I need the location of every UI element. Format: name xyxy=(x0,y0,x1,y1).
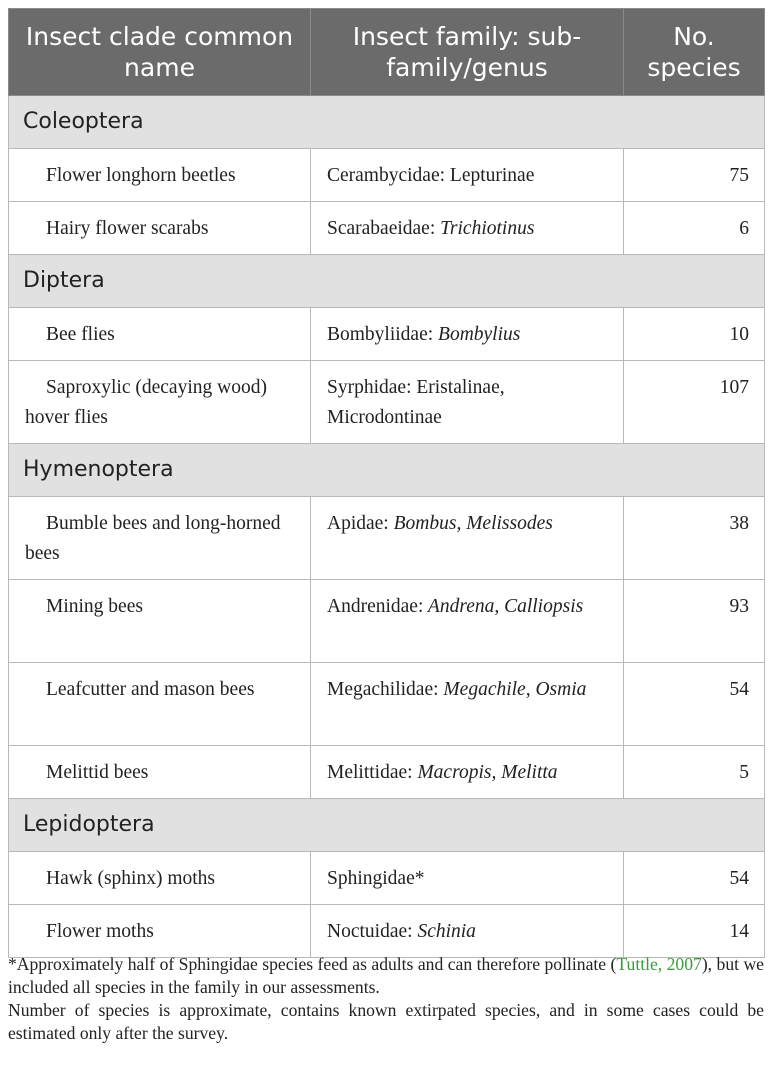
group-label: Coleoptera xyxy=(9,96,765,149)
common-name-cell: Flower moths xyxy=(9,905,311,958)
citation-link[interactable]: Tuttle, 2007 xyxy=(616,954,702,974)
group-label: Hymenoptera xyxy=(9,444,765,497)
table-row xyxy=(9,663,765,746)
group-row-coleoptera xyxy=(9,96,765,149)
table-footnotes xyxy=(8,953,764,1045)
table-row xyxy=(9,852,765,905)
common-name-cell: Hairy flower scarabs xyxy=(9,202,311,255)
common-name-cell: Bee flies xyxy=(9,308,311,361)
count-cell: 6 xyxy=(624,202,765,255)
species-table-container xyxy=(8,8,764,958)
group-row-diptera xyxy=(9,255,765,308)
family-cell: Scarabaeidae: Trichiotinus xyxy=(311,202,624,255)
family-cell: Noctuidae: Schinia xyxy=(311,905,624,958)
table-row xyxy=(9,202,765,255)
group-row-hymenoptera xyxy=(9,444,765,497)
family-cell: Syrphidae: Eristalinae, Microdontinae xyxy=(311,361,624,444)
count-cell: 38 xyxy=(624,497,765,580)
table-header-row xyxy=(9,9,765,96)
family-cell: Cerambycidae: Lepturinae xyxy=(311,149,624,202)
group-label: Diptera xyxy=(9,255,765,308)
header-species-count: No. species xyxy=(624,9,765,96)
count-cell: 14 xyxy=(624,905,765,958)
common-name-cell: Hawk (sphinx) moths xyxy=(9,852,311,905)
table-row xyxy=(9,497,765,580)
common-name-cell: Leafcutter and mason bees xyxy=(9,663,311,746)
header-clade: Insect clade common name xyxy=(9,9,311,96)
count-cell: 75 xyxy=(624,149,765,202)
common-name-cell: Melittid bees xyxy=(9,746,311,799)
table-row xyxy=(9,580,765,663)
family-cell: Andrenidae: Andrena, Calliopsis xyxy=(311,580,624,663)
family-cell: Bombyliidae: Bombylius xyxy=(311,308,624,361)
species-table xyxy=(8,8,765,958)
group-row-lepidoptera xyxy=(9,799,765,852)
family-cell: Apidae: Bombus, Melissodes xyxy=(311,497,624,580)
table-row xyxy=(9,905,765,958)
count-cell: 107 xyxy=(624,361,765,444)
table-row xyxy=(9,746,765,799)
common-name-cell: Bumble bees and long-horned bees xyxy=(9,497,311,580)
table-row xyxy=(9,149,765,202)
footnote-sphingidae: *Approximately half of Sphingidae species feed as adults and can therefore pollinate (Tuttle, 2007), but we included all species in the family in our assessments. xyxy=(8,954,764,997)
common-name-cell: Flower longhorn beetles xyxy=(9,149,311,202)
count-cell: 54 xyxy=(624,663,765,746)
common-name-cell: Mining bees xyxy=(9,580,311,663)
count-cell: 54 xyxy=(624,852,765,905)
table-row xyxy=(9,308,765,361)
count-cell: 93 xyxy=(624,580,765,663)
family-cell: Megachilidae: Megachile, Osmia xyxy=(311,663,624,746)
footnote-species-count: Number of species is approximate, contains known extirpated species, and in some cases could be estimated only after the survey. xyxy=(8,1000,764,1043)
family-cell: Sphingidae* xyxy=(311,852,624,905)
table-row xyxy=(9,361,765,444)
group-label: Lepidoptera xyxy=(9,799,765,852)
header-family: Insect family: sub-family/genus xyxy=(311,9,624,96)
common-name-cell: Saproxylic (decaying wood) hover flies xyxy=(9,361,311,444)
family-cell: Melittidae: Macropis, Melitta xyxy=(311,746,624,799)
count-cell: 5 xyxy=(624,746,765,799)
count-cell: 10 xyxy=(624,308,765,361)
